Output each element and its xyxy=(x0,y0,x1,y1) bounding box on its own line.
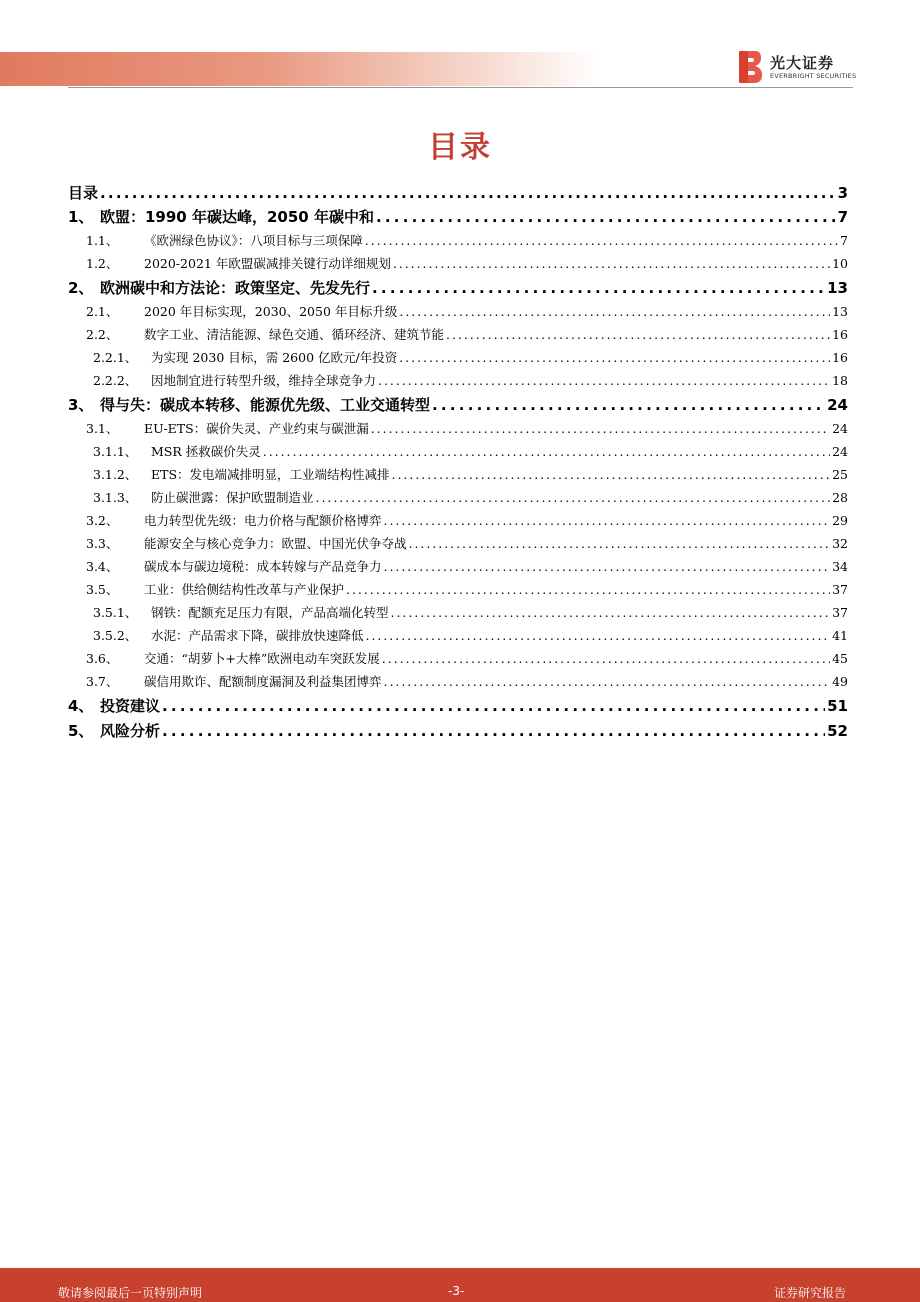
toc-entry-title: 投资建议 xyxy=(100,697,161,715)
toc-leader-dots xyxy=(366,628,831,643)
toc-entry-title: 2020-2021 年欧盟碳减排关键行动详细规划 xyxy=(144,256,391,271)
toc-leader-dots xyxy=(316,490,831,505)
toc-entry-title: 得与失：碳成本转移、能源优先级、工业交通转型 xyxy=(100,396,431,414)
toc-entry-page: 37 xyxy=(832,605,848,620)
toc-entry-page: 41 xyxy=(832,628,848,643)
toc-leader-dots xyxy=(384,513,831,528)
toc-entry-number: 2.1、 xyxy=(86,304,119,319)
toc-leader-dots xyxy=(391,605,831,620)
toc-entry-page: 52 xyxy=(827,722,848,740)
header-rule xyxy=(68,87,853,88)
toc-entry-number: 2.2.2、 xyxy=(93,373,138,388)
toc-entry[interactable] xyxy=(68,394,848,419)
toc-entry-number: 3.1、 xyxy=(86,421,119,436)
toc-entry[interactable] xyxy=(68,302,848,325)
toc-entry-title: 碳成本与碳边境税：成本转嫁与产品竞争力 xyxy=(144,559,382,574)
toc-entry-number: 3、 xyxy=(68,396,94,414)
toc-entry[interactable] xyxy=(68,720,848,745)
everbright-logo-icon xyxy=(737,50,763,84)
toc-entry-page: 51 xyxy=(827,697,848,715)
toc-entry-number: 3.1.2、 xyxy=(93,467,138,482)
toc-leader-dots xyxy=(162,722,825,740)
toc-entry[interactable] xyxy=(68,348,848,371)
toc-entry[interactable] xyxy=(68,465,848,488)
toc-entry-title: 目录 xyxy=(68,184,99,202)
toc-entry-title: 工业：供给侧结构性改革与产业保护 xyxy=(144,582,345,597)
toc-leader-dots xyxy=(365,233,838,248)
toc-entry-title: ETS：发电端减排明显，工业端结构性减排 xyxy=(151,467,390,482)
toc-entry[interactable] xyxy=(68,182,848,206)
footer-page-number: -3- xyxy=(448,1284,465,1298)
toc-entry-title: 风险分析 xyxy=(100,722,161,740)
toc-entry-title: 欧洲碳中和方法论：政策坚定、先发先行 xyxy=(100,279,371,297)
toc-entry-number: 3.5、 xyxy=(86,582,119,597)
toc-entry[interactable] xyxy=(68,626,848,649)
toc-leader-dots xyxy=(100,184,836,202)
toc-entry[interactable] xyxy=(68,534,848,557)
toc-entry-page: 13 xyxy=(832,304,848,319)
page-title: 目录 xyxy=(428,130,492,165)
toc-leader-dots xyxy=(382,651,830,666)
toc-entry-page: 28 xyxy=(832,490,848,505)
toc-entry-number: 3.6、 xyxy=(86,651,119,666)
toc-entry-page: 49 xyxy=(832,674,848,689)
toc-leader-dots xyxy=(372,279,825,297)
toc-leader-dots xyxy=(263,444,830,459)
toc-entry[interactable] xyxy=(68,254,848,277)
toc-leader-dots xyxy=(399,304,830,319)
toc-entry[interactable] xyxy=(68,649,848,672)
toc-entry-page: 37 xyxy=(832,582,848,597)
footer-disclaimer: 敬请参阅最后一页特别声明 xyxy=(58,1286,203,1300)
toc-entry-page: 3 xyxy=(837,184,848,202)
toc-entry-number: 5、 xyxy=(68,722,94,740)
toc-entry-number: 1、 xyxy=(68,208,94,226)
footer-report-type: 证券研究报告 xyxy=(774,1286,847,1300)
logo-english-name: EVERBRIGHT SECURITIES xyxy=(770,72,857,80)
toc-leader-dots xyxy=(446,327,830,342)
toc-leader-dots xyxy=(393,256,830,271)
toc-entry-page: 18 xyxy=(832,373,848,388)
toc-entry-title: 能源安全与核心竞争力：欧盟、中国光伏争夺战 xyxy=(144,536,407,551)
toc-entry-title: 因地制宜进行转型升级，维持全球竞争力 xyxy=(151,373,377,388)
toc-leader-dots xyxy=(384,559,831,574)
toc-entry-page: 7 xyxy=(837,208,848,226)
toc-entry[interactable] xyxy=(68,511,848,534)
toc-entry[interactable] xyxy=(68,277,848,302)
header-band xyxy=(0,52,600,86)
toc-entry-page: 24 xyxy=(832,421,848,436)
toc-entry-number: 3.1.1、 xyxy=(93,444,138,459)
toc-entry-title: 碳信用欺诈、配额制度漏洞及利益集团博弈 xyxy=(144,674,382,689)
toc-entry-number: 3.1.3、 xyxy=(93,490,138,505)
toc-entry-title: 水泥：产品需求下降，碳排放快速降低 xyxy=(151,628,364,643)
toc-entry[interactable] xyxy=(68,231,848,254)
toc-entry-page: 45 xyxy=(832,651,848,666)
toc-entry-title: EU-ETS：碳价失灵、产业约束与碳泄漏 xyxy=(144,421,369,436)
toc-entry-page: 16 xyxy=(832,327,848,342)
toc-leader-dots xyxy=(392,467,831,482)
toc-entry-number: 4、 xyxy=(68,697,94,715)
toc-leader-dots xyxy=(162,697,825,715)
toc-entry-page: 32 xyxy=(832,536,848,551)
toc-entry-number: 3.5.1、 xyxy=(93,605,138,620)
toc-entry-number: 1.2、 xyxy=(86,256,119,271)
toc-entry[interactable] xyxy=(68,672,848,695)
toc-entry-title: 钢铁：配额充足压力有限，产品高端化转型 xyxy=(151,605,389,620)
toc-entry-title: 电力转型优先级：电力价格与配额价格博弈 xyxy=(144,513,382,528)
toc-leader-dots xyxy=(376,208,836,226)
toc-leader-dots xyxy=(346,582,830,597)
toc-entry[interactable] xyxy=(68,557,848,580)
toc-entry-page: 34 xyxy=(832,559,848,574)
toc-entry-page: 10 xyxy=(832,256,848,271)
toc-entry-page: 16 xyxy=(832,350,848,365)
table-of-contents xyxy=(68,182,848,745)
toc-entry-title: 《欧洲绿色协议》：八项目标与三项保障 xyxy=(144,233,363,248)
toc-leader-dots xyxy=(384,674,831,689)
toc-entry-title: 交通：“胡萝卜+大棒”欧洲电动车突跃发展 xyxy=(144,651,380,666)
toc-entry[interactable] xyxy=(68,488,848,511)
toc-entry-page: 13 xyxy=(827,279,848,297)
toc-entry-number: 2.2、 xyxy=(86,327,119,342)
toc-entry-number: 1.1、 xyxy=(86,233,119,248)
toc-entry-number: 3.5.2、 xyxy=(93,628,138,643)
toc-leader-dots xyxy=(432,396,825,414)
toc-entry-number: 3.7、 xyxy=(86,674,119,689)
toc-leader-dots xyxy=(399,350,830,365)
toc-leader-dots xyxy=(409,536,831,551)
toc-entry[interactable] xyxy=(68,325,848,348)
toc-entry-title: 数字工业、清洁能源、绿色交通、循环经济、建筑节能 xyxy=(144,327,445,342)
toc-entry-title: 2020 年目标实现，2030、2050 年目标升级 xyxy=(144,304,398,319)
toc-entry-number: 3.4、 xyxy=(86,559,119,574)
toc-leader-dots xyxy=(378,373,830,388)
toc-entry-number: 2.2.1、 xyxy=(93,350,138,365)
toc-entry-number: 3.3、 xyxy=(86,536,119,551)
toc-entry[interactable] xyxy=(68,442,848,465)
toc-entry-page: 7 xyxy=(840,233,848,248)
toc-entry-number: 3.2、 xyxy=(86,513,119,528)
toc-entry[interactable] xyxy=(68,695,848,720)
toc-entry[interactable] xyxy=(68,371,848,394)
toc-entry-title: 欧盟：1990 年碳达峰，2050 年碳中和 xyxy=(100,208,374,226)
toc-entry-title: 防止碳泄露：保护欧盟制造业 xyxy=(151,490,314,505)
toc-entry-page: 25 xyxy=(832,467,848,482)
toc-leader-dots xyxy=(371,421,830,436)
toc-entry-title: 为实现 2030 目标，需 2600 亿欧元/年投资 xyxy=(151,350,398,365)
toc-entry-number: 2、 xyxy=(68,279,94,297)
everbright-logo xyxy=(737,50,867,86)
toc-entry[interactable] xyxy=(68,603,848,626)
toc-entry[interactable] xyxy=(68,580,848,603)
toc-entry[interactable] xyxy=(68,419,848,442)
toc-entry-page: 29 xyxy=(832,513,848,528)
toc-entry-title: MSR 拯救碳价失灵 xyxy=(151,444,261,459)
logo-chinese-name: 光大证券 xyxy=(770,54,835,72)
toc-entry-page: 24 xyxy=(827,396,848,414)
toc-entry[interactable] xyxy=(68,206,848,231)
toc-entry-page: 24 xyxy=(832,444,848,459)
